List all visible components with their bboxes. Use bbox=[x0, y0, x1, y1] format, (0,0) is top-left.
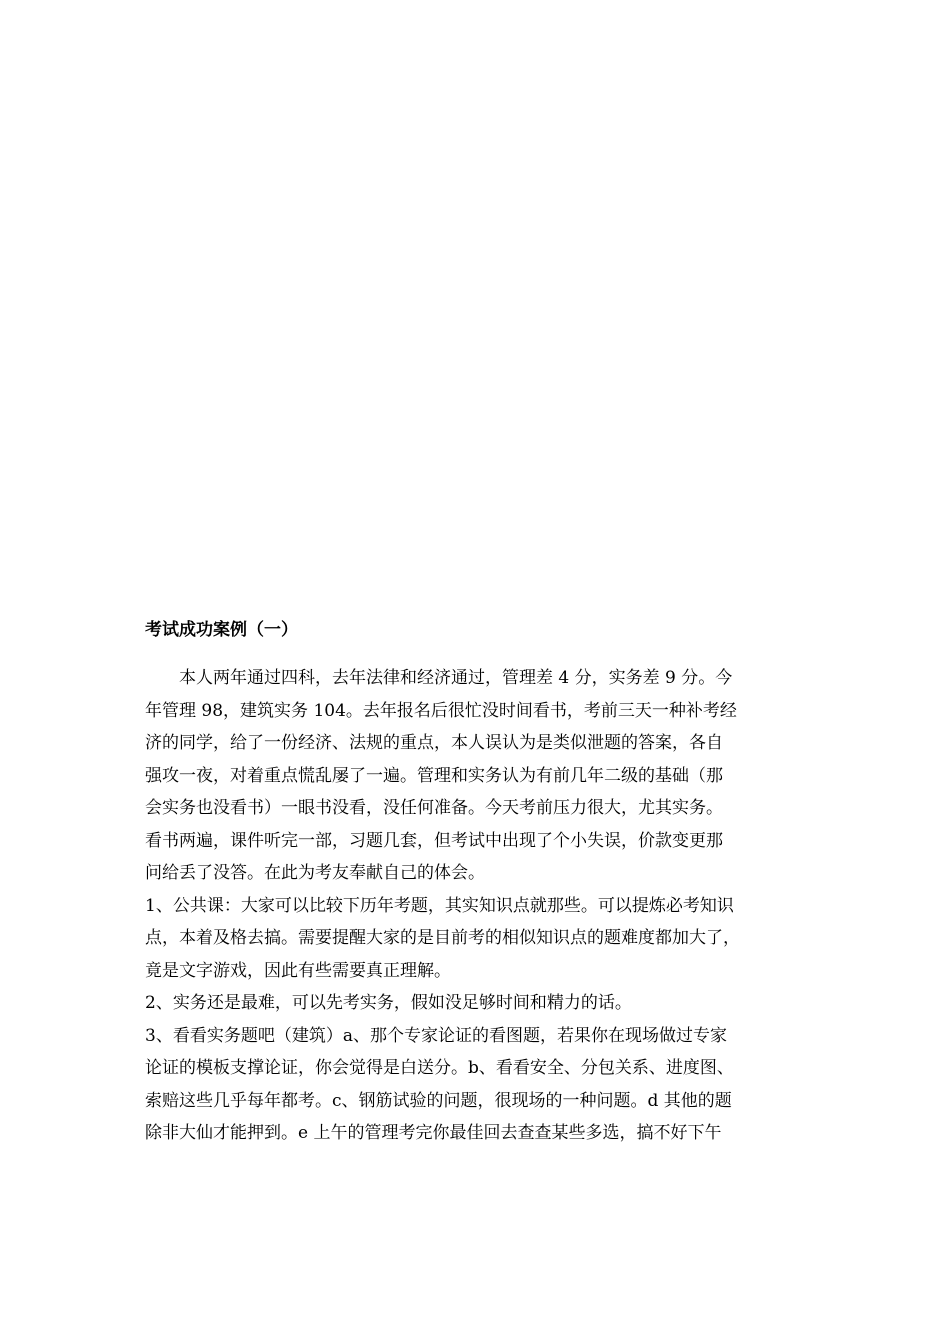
paragraph-point-3 bbox=[145, 1020, 820, 1150]
paragraph-point-2 bbox=[145, 987, 820, 1020]
text-line: 本人两年通过四科，去年法律和经济通过，管理差 4 分，实务差 9 分。今 bbox=[179, 668, 733, 688]
text-line: 1、公共课：大家可以比较下历年考题，其实知识点就那些。可以提炼必考知识 bbox=[145, 895, 734, 916]
text-line: 点，本着及格去搞。需要提醒大家的是目前考的相似知识点的题难度都加大了， bbox=[145, 928, 740, 948]
text-line: 除非大仙才能押到。e 上午的管理考完你最佳回去查查某些多选，搞不好下午 bbox=[145, 1123, 722, 1143]
paragraph-point-1 bbox=[145, 890, 820, 988]
text-line: 年管理 98，建筑实务 104。去年报名后很忙没时间看书，考前三天一种补考经 bbox=[145, 700, 737, 721]
text-line: 会实务也没看书）一眼书没看，没任何准备。今天考前压力很大，尤其实务。 bbox=[145, 798, 723, 818]
paragraph-intro bbox=[145, 662, 820, 890]
text-line: 济的同学，给了一份经济、法规的重点，本人误认为是类似泄题的答案，各自 bbox=[145, 733, 723, 753]
document-body bbox=[145, 618, 820, 1150]
text-line: 竟是文字游戏，因此有些需要真正理解。 bbox=[145, 960, 451, 981]
document-title: 考试成功案例（一） bbox=[145, 620, 298, 640]
text-line: 强攻一夜，对着重点慌乱屡了一遍。管理和实务认为有前几年二级的基础（那 bbox=[145, 765, 723, 786]
text-line: 看书两遍，课件听完一部，习题几套，但考试中出现了个小失误，价款变更那 bbox=[145, 830, 723, 851]
text-line: 2、实务还是最难，可以先考实务，假如没足够时间和精力的话。 bbox=[145, 993, 632, 1013]
text-line: 索赔这些几乎每年都考。c、钢筋试验的问题，很现场的一种问题。d 其他的题 bbox=[145, 1090, 732, 1111]
text-line: 问给丢了没答。在此为考友奉献自己的体会。 bbox=[145, 863, 485, 883]
text-line: 论证的模板支撑论证，你会觉得是白送分。b、看看安全、分包关系、进度图、 bbox=[145, 1058, 734, 1078]
text-line: 3、看看实务题吧（建筑）a、那个专家论证的看图题，若果你在现场做过专家 bbox=[145, 1025, 727, 1046]
